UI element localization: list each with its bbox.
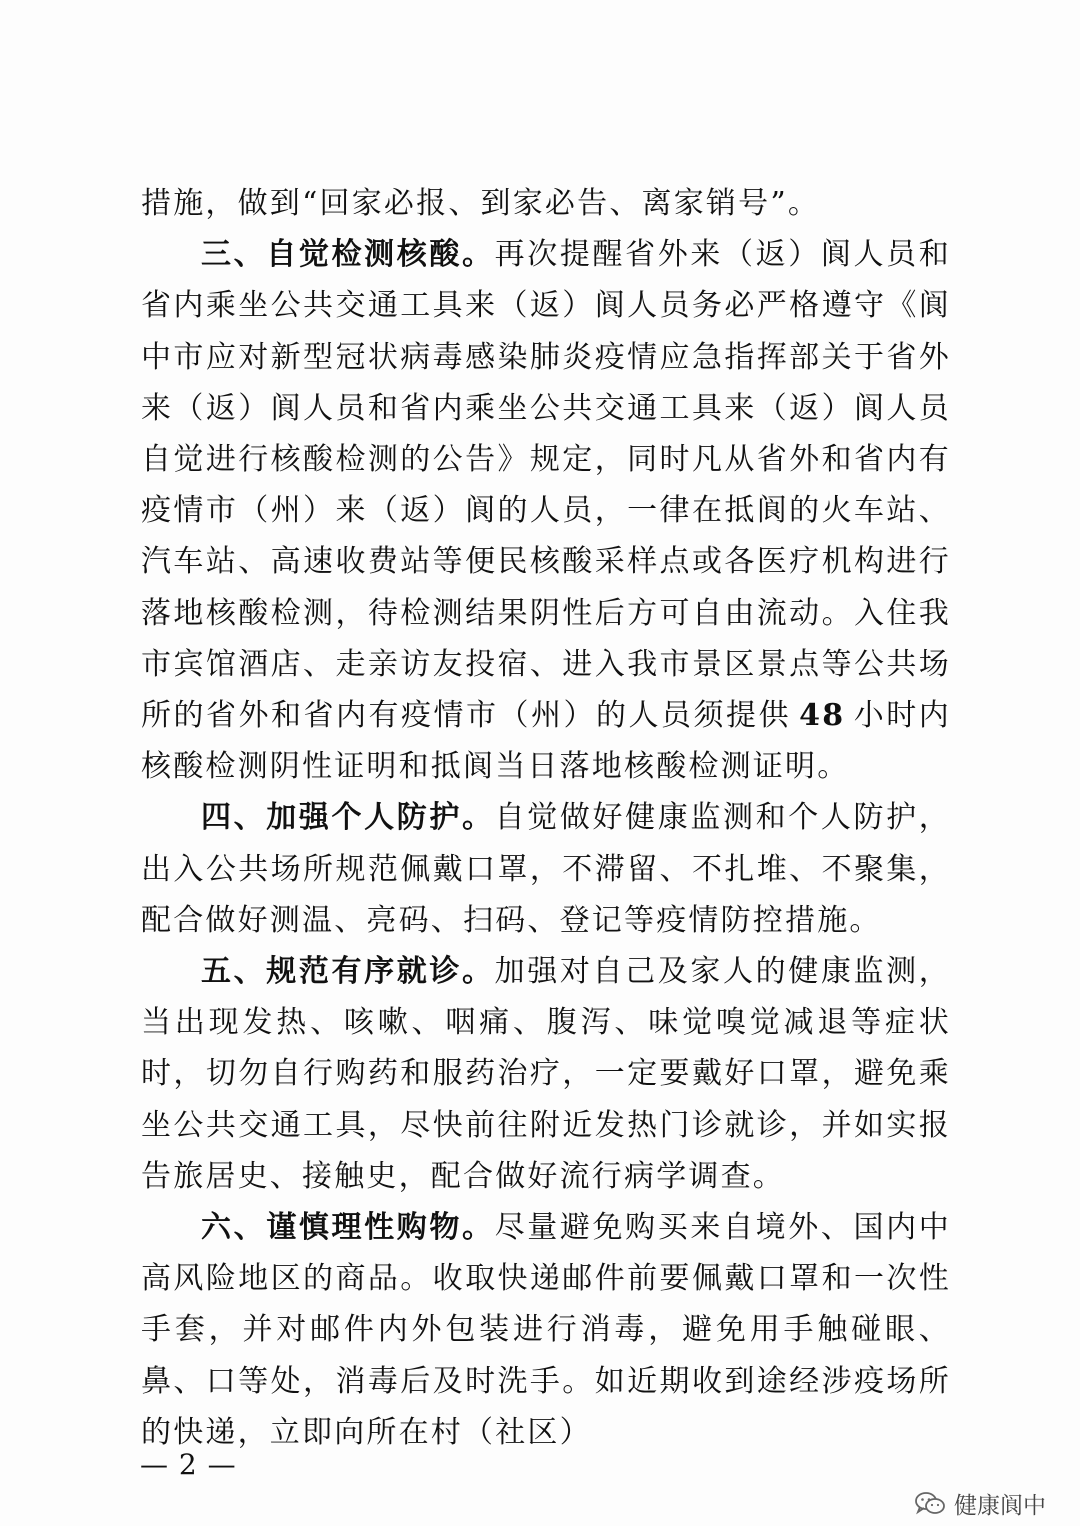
paragraph-section-6: [141, 1202, 951, 1458]
section-heading: 三、自觉检测核酸。: [201, 237, 495, 273]
paragraph-text: 自觉做好健康监测和个人防护，出入公共场所规范佩戴口罩，不滞留、不扎堆、不聚集，配合做好测温、亮码、扫码、登记等疫情防控措施。: [141, 800, 951, 938]
section-heading: 四、加强个人防护。: [201, 800, 495, 836]
bold-number: 48: [799, 698, 846, 734]
paragraph-section-4: [141, 792, 951, 946]
section-heading: 六、谨慎理性购物。: [201, 1210, 495, 1246]
paragraph-continuation: [141, 178, 951, 229]
paragraph-section-3: [141, 229, 951, 792]
watermark-text: 健康阆中: [954, 1493, 1046, 1519]
document-body: [141, 178, 951, 1458]
paragraph-section-5: [141, 946, 951, 1202]
paragraph-text: 措施，做到“回家必报、到家必告、离家销号”。: [141, 186, 821, 221]
wechat-icon: [914, 1491, 946, 1517]
section-heading: 五、规范有序就诊。: [201, 954, 495, 990]
source-watermark: [914, 1487, 1046, 1520]
paragraph-text: 再次提醒省外来（返）阆人员和省内乘坐公共交通工具来（返）阆人员务必严格遵守《阆中市应对新型冠状病毒感染肺炎疫情应急指挥部关于省外来（返）阆人员和省内乘坐公共交通工具来（返）阆人员自觉进行核酸检测的公告》规定，同时凡从省外和省内有疫情市（州）来（返）阆的人员，一律在抵阆的火车站、汽车站、高速收费站等便民核酸采样点或各医疗机构进行落地核酸检测，待检测结果阴性后方可自由流动。入住我市宾馆酒店、走亲访友投宿、进入我市景区景点等公共场所的省外和省内有疫情市（州）的人员须提供: [141, 237, 951, 734]
paragraph-text: 小时内核酸检测阴性证明和抵阆当日落地核酸检测证明。: [141, 698, 951, 785]
paragraph-text: 尽量避免购买来自境外、国内中高风险地区的商品。收取快递邮件前要佩戴口罩和一次性手套，并对邮件内外包装进行消毒，避免用手触碰眼、鼻、口等处，消毒后及时洗手。如近期收到途经涉疫场所的快递，立即向所在村（社区）: [141, 1210, 951, 1450]
paragraph-text: 加强对自己及家人的健康监测，当出现发热、咳嗽、咽痛、腹泻、味觉嗅觉减退等症状时，切勿自行购药和服药治疗，一定要戴好口罩，避免乘坐公共交通工具，尽快前往附近发热门诊就诊，并如实报告旅居史、接触史，配合做好流行病学调查。: [141, 954, 951, 1194]
page-number: — 2 —: [140, 1448, 237, 1481]
